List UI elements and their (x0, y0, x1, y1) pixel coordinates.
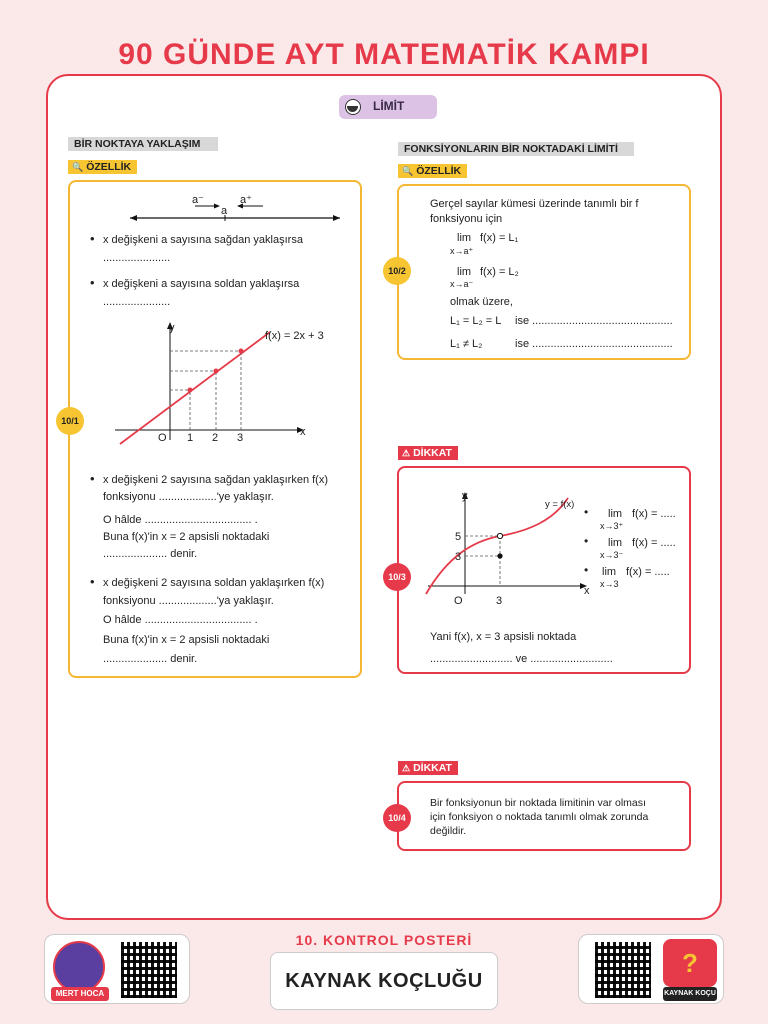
right-tag-label: ÖZELLİK (416, 165, 462, 177)
magnifier-icon: 🔍 (402, 166, 414, 176)
magnifier-icon: 🔍 (72, 162, 84, 172)
limit-sub: x→3 (600, 579, 619, 589)
page-title: 90 GÜNDE AYT MATEMATİK KAMPI (118, 38, 650, 71)
limit-expr: f(x) = ..... (626, 566, 670, 578)
p2-line2: fonksiyonu ...................'ya yaklaşır. (103, 595, 274, 607)
p1-line3: O hâlde ................................... . (103, 514, 258, 526)
p2-line5: ..................... denir. (103, 653, 198, 665)
limit-word: lim (602, 566, 617, 578)
p1-line4: Buna f(x)'in x = 2 apsisli noktadaki (103, 531, 270, 543)
dikkat1-badge: 10/3 (383, 563, 411, 591)
bullet: • (584, 534, 589, 548)
right-badge: 10/2 (383, 257, 411, 285)
p1-line5: ..................... denir. (103, 548, 198, 560)
bullet-right-approach: • x değişkeni a sayısına sağdan yaklaşırsa (103, 233, 303, 247)
lim1-expr: f(x) = L₁ (480, 232, 519, 244)
bullet-left-dots: ...................... (103, 296, 171, 308)
graph1-tick-3: 3 (237, 432, 244, 444)
mert-hoca-logo-text: MERT HOCA (51, 987, 109, 1001)
qr-code-left[interactable] (121, 942, 177, 998)
number-line (125, 188, 345, 228)
warning-icon: ⚠ (402, 448, 411, 458)
a-plus-label: a⁺ (240, 194, 252, 206)
graph2-x-label: x (584, 585, 590, 597)
left-badge: 10/1 (56, 407, 84, 435)
graph1-x-label: x (300, 426, 306, 438)
graph1-function-label: f(x) = 2x + 3 (265, 330, 324, 342)
lim2-sub: x→a⁻ (450, 279, 474, 289)
topic-pill (339, 95, 437, 119)
case2: L₁ ≠ L₂ (450, 338, 483, 350)
p2-line4: Buna f(x)'in x = 2 apsisli noktadaki (103, 634, 270, 646)
graph2-value-5: 5 (455, 531, 462, 543)
limit-list (584, 505, 690, 592)
graph1-tick-1: 1 (187, 432, 194, 444)
dikkat2-label: DİKKAT (413, 762, 452, 774)
dikkat2-tag (398, 761, 458, 775)
right-section-title: FONKSİYONLARIN BİR NOKTADAKİ LİMİTİ (398, 142, 634, 156)
qr-code-right[interactable] (595, 942, 651, 998)
case1: L₁ = L₂ = L (450, 315, 502, 327)
def-line3: olmak üzere, (450, 296, 513, 308)
bullet: • (584, 505, 589, 519)
bullet-right-dots: ...................... (103, 252, 171, 264)
dikkat2-badge: 10/4 (383, 804, 411, 832)
mert-hoca-avatar (53, 941, 105, 993)
limit-expr: f(x) = ..... (632, 508, 676, 520)
def-line2: fonksiyonu için (430, 213, 503, 225)
left-section-title: BİR NOKTAYA YAKLAŞIM (68, 137, 218, 151)
graph2-y-label: y (462, 490, 468, 502)
dikkat2-line3: değildir. (430, 825, 467, 837)
topic-icon (345, 99, 361, 115)
case2-ise: ise .............................................. (515, 338, 673, 350)
lim1-sub: x→a⁺ (450, 246, 474, 256)
graph1-y-label: y (169, 322, 175, 334)
p2-line1: • x değişkeni 2 sayısına soldan yaklaşırken f(x) (103, 576, 324, 590)
question-mark-icon: ? (682, 948, 698, 978)
left-footer-card (44, 934, 190, 1004)
dikkat2-text (430, 796, 648, 838)
graph2-value-3: 3 (455, 551, 462, 563)
dikkat1-label: DİKKAT (413, 447, 452, 459)
dikkat2-line1: Bir fonksiyonun bir noktada limitinin var olması (430, 797, 646, 809)
a-minus-label: a⁻ (192, 194, 204, 206)
limit-item-right (584, 505, 690, 534)
lim2-word: lim (457, 266, 472, 278)
right-ozellik-tag (398, 164, 467, 178)
graph2-func-label: y = f(x) (545, 499, 575, 510)
graph2-tick-3: 3 (496, 595, 503, 607)
graph1-tick-2: 2 (212, 432, 219, 444)
left-ozellik-tag (68, 160, 137, 174)
warning-icon: ⚠ (402, 763, 411, 773)
limit-sub: x→3⁻ (600, 550, 624, 560)
topic-label: LİMİT (373, 99, 405, 113)
kaynak-kocu-logo (663, 939, 717, 987)
footer-title: 10. KONTROL POSTERİ (295, 932, 473, 948)
limit-sub: x→3⁺ (600, 521, 624, 531)
bullet: • (584, 563, 589, 577)
dikkat1-tag (398, 446, 458, 460)
graph2-origin: O (454, 595, 463, 607)
kaynak-kocu-logo-text: KAYNAK KOÇU (663, 987, 717, 1001)
limit-word: lim (608, 508, 623, 520)
p1-line1: • x değişkeni 2 sayısına sağdan yaklaşırken f(x) (103, 473, 328, 487)
right-footer-card (578, 934, 724, 1004)
limit-item-two-sided (584, 563, 690, 592)
limit-item-left (584, 534, 690, 563)
limit-word: lim (608, 537, 623, 549)
limit-expr: f(x) = ..... (632, 537, 676, 549)
lim2-expr: f(x) = L₂ (480, 266, 519, 278)
dikkat1-text1: Yani f(x), x = 3 apsisli noktada (430, 631, 577, 643)
p2-line3: O hâlde ................................... . (103, 614, 258, 626)
a-label: a (221, 205, 228, 217)
left-tag-label: ÖZELLİK (86, 161, 132, 173)
dikkat1-text2: ........................... ve ........................... (430, 653, 613, 665)
def-line1: Gerçel sayılar kümesi üzerinde tanımlı bir f (430, 198, 639, 210)
p1-line2: fonksiyonu ...................'ye yaklaşır. (103, 491, 274, 503)
bullet-left-approach: • x değişkeni a sayısına soldan yaklaşırsa (103, 277, 299, 291)
case1-ise: ise .............................................. (515, 315, 673, 327)
dikkat2-line2: için fonksiyon o noktada tanımlı olmak zorunda (430, 811, 649, 823)
lim1-word: lim (457, 232, 472, 244)
brand-name: KAYNAK KOÇLUĞU (270, 952, 498, 1010)
graph1-origin: O (158, 432, 167, 444)
